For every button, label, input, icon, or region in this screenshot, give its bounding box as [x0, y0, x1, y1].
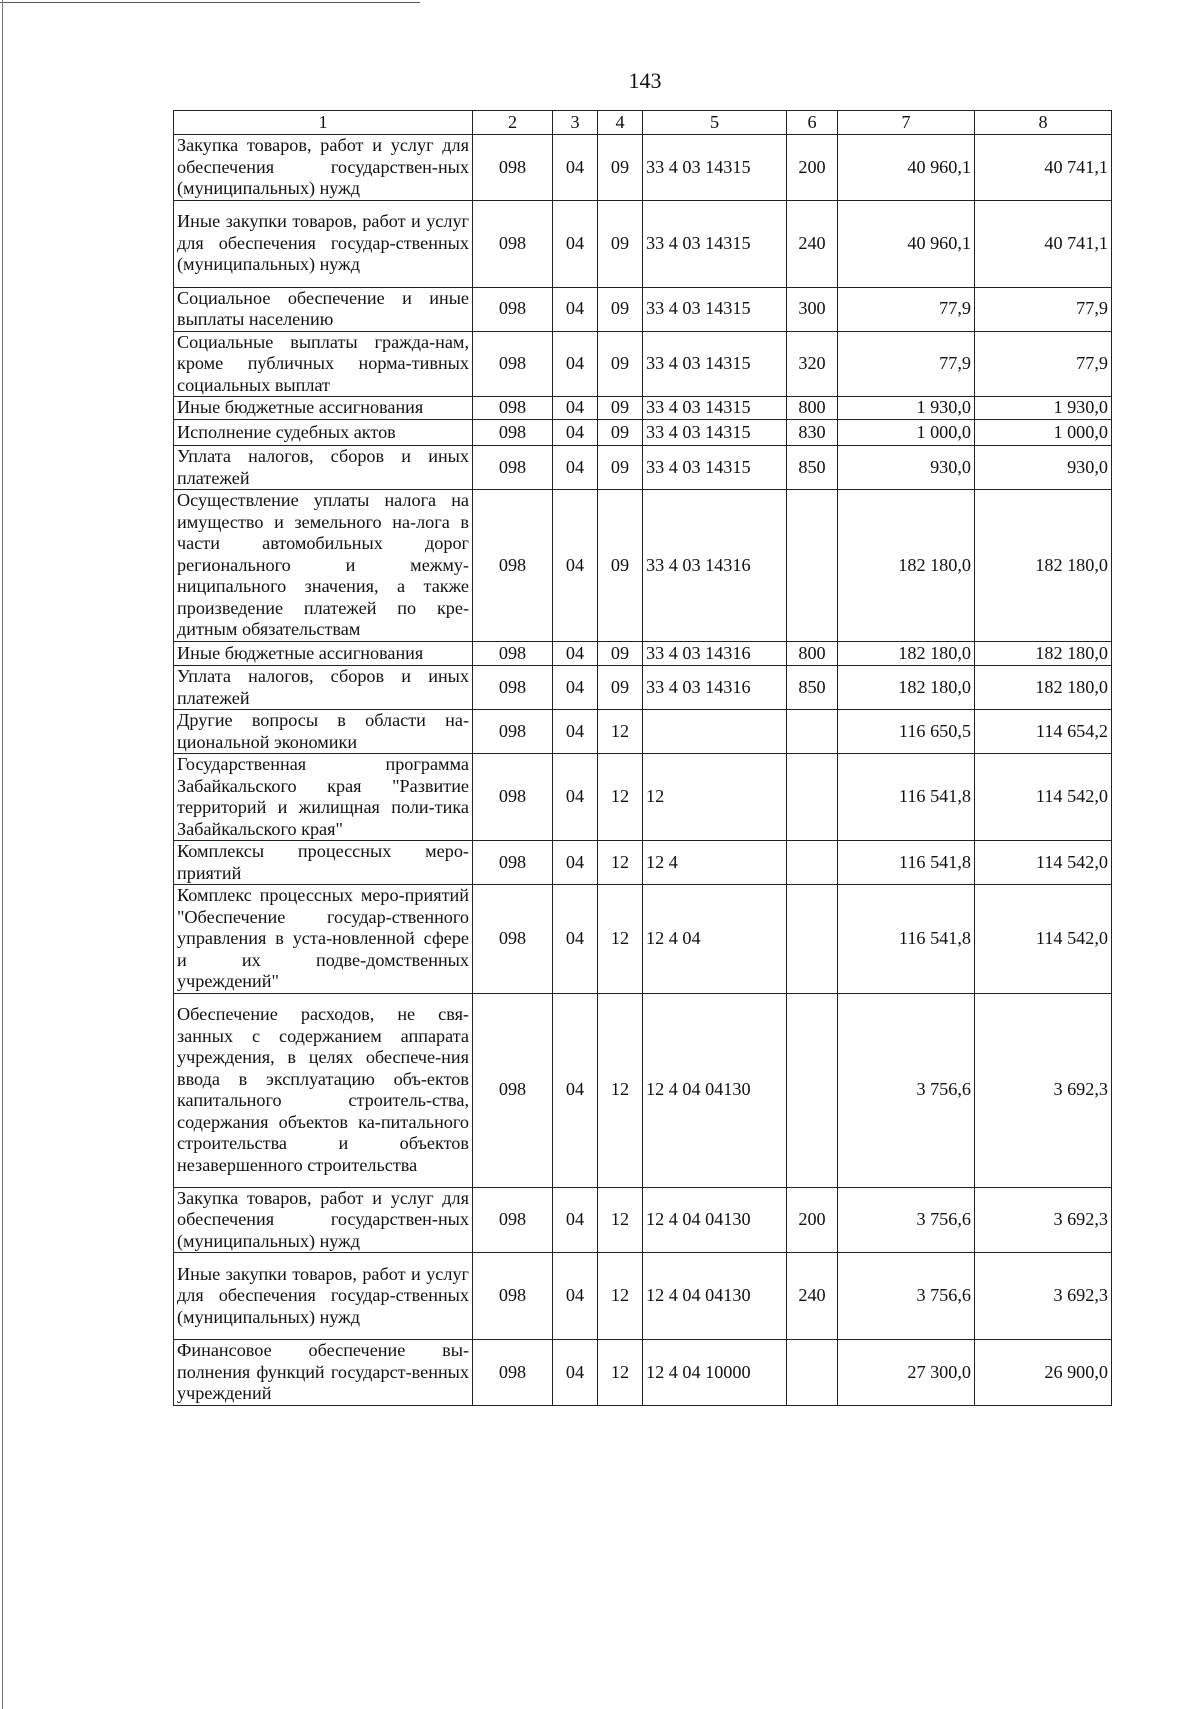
row-expense-type: 240 — [787, 1253, 838, 1340]
row-admin-code: 098 — [473, 1340, 553, 1406]
row-subsection-code: 09 — [598, 446, 643, 490]
row-target-code: 12 4 04 — [643, 885, 787, 994]
row-amount-year1: 930,0 — [838, 446, 975, 490]
row-subsection-code: 09 — [598, 331, 643, 397]
row-amount-year1: 3 756,6 — [838, 1187, 975, 1253]
row-amount-year2: 114 542,0 — [975, 885, 1112, 994]
table-row — [174, 446, 1112, 490]
row-name: Исполнение судебных актов — [174, 420, 473, 446]
table-row — [174, 1340, 1112, 1406]
row-admin-code: 098 — [473, 397, 553, 420]
row-subsection-code: 12 — [598, 993, 643, 1187]
row-section-code: 04 — [553, 135, 598, 201]
row-amount-year2: 114 654,2 — [975, 710, 1112, 754]
row-section-code: 04 — [553, 710, 598, 754]
row-amount-year2: 1 000,0 — [975, 420, 1112, 446]
header-row — [174, 111, 1112, 135]
row-expense-type — [787, 710, 838, 754]
row-target-code — [643, 710, 787, 754]
row-expense-type: 300 — [787, 287, 838, 331]
table-row — [174, 420, 1112, 446]
row-expense-type: 200 — [787, 135, 838, 201]
header-col-6: 6 — [787, 111, 838, 135]
row-target-code: 12 4 — [643, 841, 787, 885]
row-amount-year1: 27 300,0 — [838, 1340, 975, 1406]
row-subsection-code: 12 — [598, 841, 643, 885]
table-row — [174, 287, 1112, 331]
row-amount-year2: 26 900,0 — [975, 1340, 1112, 1406]
row-admin-code: 098 — [473, 490, 553, 642]
row-name: Уплата налогов, сборов и иных платежей — [174, 666, 473, 710]
row-expense-type: 800 — [787, 397, 838, 420]
row-section-code: 04 — [553, 331, 598, 397]
row-target-code: 12 4 04 04130 — [643, 993, 787, 1187]
row-amount-year2: 114 542,0 — [975, 841, 1112, 885]
row-amount-year1: 116 650,5 — [838, 710, 975, 754]
header-col-4: 4 — [598, 111, 643, 135]
row-admin-code: 098 — [473, 841, 553, 885]
row-section-code: 04 — [553, 1187, 598, 1253]
row-subsection-code: 09 — [598, 666, 643, 710]
row-amount-year1: 77,9 — [838, 331, 975, 397]
row-amount-year2: 3 692,3 — [975, 1253, 1112, 1340]
row-target-code: 33 4 03 14315 — [643, 331, 787, 397]
table-row — [174, 397, 1112, 420]
header-col-1: 1 — [174, 111, 473, 135]
row-amount-year2: 182 180,0 — [975, 666, 1112, 710]
row-target-code: 12 4 04 10000 — [643, 1340, 787, 1406]
row-section-code: 04 — [553, 666, 598, 710]
row-section-code: 04 — [553, 490, 598, 642]
header-col-2: 2 — [473, 111, 553, 135]
row-subsection-code: 09 — [598, 490, 643, 642]
table-body — [174, 135, 1112, 1406]
row-admin-code: 098 — [473, 1253, 553, 1340]
row-name: Другие вопросы в области на-циональной экономики — [174, 710, 473, 754]
row-admin-code: 098 — [473, 420, 553, 446]
table-row — [174, 754, 1112, 841]
row-amount-year1: 182 180,0 — [838, 642, 975, 666]
row-amount-year2: 1 930,0 — [975, 397, 1112, 420]
row-subsection-code: 12 — [598, 1253, 643, 1340]
row-admin-code: 098 — [473, 642, 553, 666]
row-name: Комплекс процессных меро-приятий "Обеспечение государ-ственного управления в уста-новленной сфере и их подве-домственных учреждений" — [174, 885, 473, 994]
budget-table — [173, 110, 1112, 1406]
row-amount-year1: 182 180,0 — [838, 666, 975, 710]
row-name: Государственная программа Забайкальского края "Развитие территорий и жилищная поли-тика Забайкальского края" — [174, 754, 473, 841]
table-row — [174, 1187, 1112, 1253]
table-row — [174, 885, 1112, 994]
row-subsection-code: 09 — [598, 287, 643, 331]
row-name: Обеспечение расходов, не свя-занных с содержанием аппарата учреждения, в целях обеспече-ния ввода в эксплуатацию объ-ектов капитального строитель-ства, содержания объектов ка-питального строительства и объектов незавершенного строительства — [174, 993, 473, 1187]
row-amount-year1: 3 756,6 — [838, 1253, 975, 1340]
row-amount-year2: 114 542,0 — [975, 754, 1112, 841]
row-subsection-code: 09 — [598, 135, 643, 201]
row-section-code: 04 — [553, 841, 598, 885]
table-row — [174, 642, 1112, 666]
row-subsection-code: 12 — [598, 1187, 643, 1253]
row-subsection-code: 09 — [598, 420, 643, 446]
scan-edge-top — [0, 2, 420, 3]
row-target-code: 33 4 03 14316 — [643, 666, 787, 710]
table-row — [174, 200, 1112, 287]
row-admin-code: 098 — [473, 710, 553, 754]
page-number: 143 — [628, 68, 662, 93]
row-admin-code: 098 — [473, 135, 553, 201]
row-amount-year1: 182 180,0 — [838, 490, 975, 642]
table-row — [174, 135, 1112, 201]
row-admin-code: 098 — [473, 446, 553, 490]
row-admin-code: 098 — [473, 1187, 553, 1253]
row-name: Закупка товаров, работ и услуг для обеспечения государствен-ных (муниципальных) нужд — [174, 135, 473, 201]
row-amount-year2: 77,9 — [975, 331, 1112, 397]
header-col-5: 5 — [643, 111, 787, 135]
row-amount-year1: 1 000,0 — [838, 420, 975, 446]
row-expense-type: 240 — [787, 200, 838, 287]
row-admin-code: 098 — [473, 754, 553, 841]
row-amount-year1: 116 541,8 — [838, 885, 975, 994]
row-name: Социальное обеспечение и иные выплаты населению — [174, 287, 473, 331]
row-name: Финансовое обеспечение вы-полнения функций государст-венных учреждений — [174, 1340, 473, 1406]
row-target-code: 33 4 03 14315 — [643, 135, 787, 201]
row-expense-type — [787, 993, 838, 1187]
table-row — [174, 490, 1112, 642]
row-section-code: 04 — [553, 287, 598, 331]
row-expense-type: 200 — [787, 1187, 838, 1253]
row-amount-year2: 3 692,3 — [975, 1187, 1112, 1253]
row-admin-code: 098 — [473, 331, 553, 397]
row-amount-year2: 40 741,1 — [975, 135, 1112, 201]
row-admin-code: 098 — [473, 993, 553, 1187]
header-col-8: 8 — [975, 111, 1112, 135]
row-section-code: 04 — [553, 1340, 598, 1406]
header-col-3: 3 — [553, 111, 598, 135]
row-expense-type: 850 — [787, 666, 838, 710]
row-target-code: 33 4 03 14315 — [643, 200, 787, 287]
row-target-code: 33 4 03 14315 — [643, 420, 787, 446]
row-target-code: 12 4 04 04130 — [643, 1187, 787, 1253]
row-name: Уплата налогов, сборов и иных платежей — [174, 446, 473, 490]
row-amount-year1: 116 541,8 — [838, 841, 975, 885]
row-admin-code: 098 — [473, 666, 553, 710]
row-amount-year2: 182 180,0 — [975, 642, 1112, 666]
row-expense-type — [787, 1340, 838, 1406]
row-amount-year1: 40 960,1 — [838, 135, 975, 201]
row-subsection-code: 12 — [598, 710, 643, 754]
row-section-code: 04 — [553, 200, 598, 287]
row-admin-code: 098 — [473, 200, 553, 287]
row-subsection-code: 12 — [598, 885, 643, 994]
row-target-code: 33 4 03 14315 — [643, 446, 787, 490]
row-expense-type — [787, 754, 838, 841]
table-row — [174, 1253, 1112, 1340]
row-name: Осуществление уплаты налога на имущество и земельного на-лога в части автомобильных дорог регионального и межму-ниципального значения, а также произведение платежей по кре-дитным обязательствам — [174, 490, 473, 642]
row-subsection-code: 12 — [598, 1340, 643, 1406]
table-row — [174, 331, 1112, 397]
row-name: Социальные выплаты гражда-нам, кроме публичных норма-тивных социальных выплат — [174, 331, 473, 397]
row-amount-year1: 3 756,6 — [838, 993, 975, 1187]
row-expense-type: 850 — [787, 446, 838, 490]
row-name: Иные закупки товаров, работ и услуг для обеспечения государ-ственных (муниципальных) нужд — [174, 200, 473, 287]
row-target-code: 33 4 03 14316 — [643, 642, 787, 666]
row-target-code: 33 4 03 14315 — [643, 397, 787, 420]
row-section-code: 04 — [553, 397, 598, 420]
row-name: Иные бюджетные ассигнования — [174, 397, 473, 420]
table-row — [174, 666, 1112, 710]
row-section-code: 04 — [553, 420, 598, 446]
row-subsection-code: 09 — [598, 397, 643, 420]
row-section-code: 04 — [553, 642, 598, 666]
row-expense-type — [787, 841, 838, 885]
row-amount-year1: 40 960,1 — [838, 200, 975, 287]
row-name: Иные закупки товаров, работ и услуг для обеспечения государ-ственных (муниципальных) нужд — [174, 1253, 473, 1340]
row-subsection-code: 09 — [598, 200, 643, 287]
row-target-code: 33 4 03 14315 — [643, 287, 787, 331]
table-row — [174, 993, 1112, 1187]
row-name: Иные бюджетные ассигнования — [174, 642, 473, 666]
row-section-code: 04 — [553, 885, 598, 994]
scan-edge-left — [2, 0, 3, 1709]
row-section-code: 04 — [553, 754, 598, 841]
row-expense-type: 320 — [787, 331, 838, 397]
row-expense-type: 800 — [787, 642, 838, 666]
row-target-code: 12 — [643, 754, 787, 841]
table-row — [174, 710, 1112, 754]
row-name: Комплексы процессных меро-приятий — [174, 841, 473, 885]
row-target-code: 12 4 04 04130 — [643, 1253, 787, 1340]
row-amount-year2: 77,9 — [975, 287, 1112, 331]
row-amount-year1: 1 930,0 — [838, 397, 975, 420]
row-section-code: 04 — [553, 1253, 598, 1340]
row-amount-year2: 40 741,1 — [975, 200, 1112, 287]
table-row — [174, 841, 1112, 885]
row-section-code: 04 — [553, 993, 598, 1187]
row-amount-year2: 930,0 — [975, 446, 1112, 490]
row-section-code: 04 — [553, 446, 598, 490]
row-amount-year2: 182 180,0 — [975, 490, 1112, 642]
row-admin-code: 098 — [473, 287, 553, 331]
table-header — [174, 111, 1112, 135]
row-subsection-code: 12 — [598, 754, 643, 841]
header-col-7: 7 — [838, 111, 975, 135]
row-amount-year2: 3 692,3 — [975, 993, 1112, 1187]
row-name: Закупка товаров, работ и услуг для обеспечения государствен-ных (муниципальных) нужд — [174, 1187, 473, 1253]
row-target-code: 33 4 03 14316 — [643, 490, 787, 642]
row-amount-year1: 116 541,8 — [838, 754, 975, 841]
row-subsection-code: 09 — [598, 642, 643, 666]
row-amount-year1: 77,9 — [838, 287, 975, 331]
row-admin-code: 098 — [473, 885, 553, 994]
row-expense-type — [787, 885, 838, 994]
row-expense-type — [787, 490, 838, 642]
row-expense-type: 830 — [787, 420, 838, 446]
